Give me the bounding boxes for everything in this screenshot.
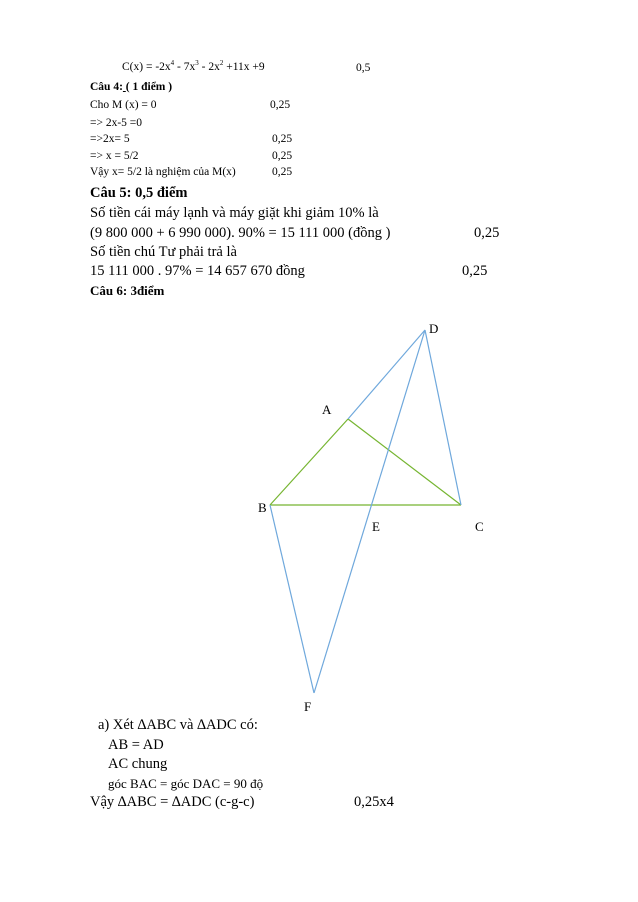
segment-dc	[425, 330, 461, 505]
formula-score: 0,5	[356, 62, 371, 74]
point-label-f: F	[304, 699, 312, 714]
segment-ac	[348, 419, 461, 505]
q4-line-4-score: 0,25	[272, 150, 293, 162]
proof-conclusion: Vậy ∆ABC = ∆ADC (c-g-c)	[90, 794, 255, 810]
q4-line-3-score: 0,25	[272, 133, 293, 145]
formula-exp1: 4	[170, 59, 175, 67]
q4-line-2: => 2x-5 =0	[90, 117, 143, 129]
q4-line-4: => x = 5/2	[90, 150, 139, 162]
q5-line-1: Số tiền cái máy lạnh và máy giặt khi giảm 10% là	[90, 205, 379, 221]
segment-ab	[270, 419, 348, 505]
formula-mid2: - 2x	[198, 61, 220, 73]
q4-line-3: =>2x= 5	[90, 133, 130, 145]
formula-exp3: 2	[219, 59, 224, 67]
formula-mid1: - 7x	[174, 61, 196, 73]
q4-heading-prefix: Câu 4:	[90, 81, 123, 93]
proof-line-d: góc BAC = góc DAC = 90 độ	[108, 776, 264, 791]
q4-heading-suffix: ( 1 điểm )	[125, 81, 173, 93]
formula-suffix: +11x +9	[223, 61, 265, 73]
q5-line-4: 15 111 000 . 97% = 14 657 670 đồng	[90, 263, 305, 279]
proof-conclusion-score: 0,25x4	[354, 794, 394, 810]
q5-heading: Câu 5: 0,5 điểm	[90, 185, 188, 201]
segment-df	[314, 330, 425, 693]
q5-line-4-score: 0,25	[462, 263, 488, 279]
proof-line-b: AB = AD	[108, 737, 164, 753]
q5-line-2: (9 800 000 + 6 990 000). 90% = 15 111 000 (đồng )	[90, 225, 391, 241]
formula-exp2: 3	[195, 59, 199, 67]
point-label-e: E	[372, 519, 380, 534]
formula-prefix: C(x) = -2x	[122, 61, 171, 73]
q5-line-3: Số tiền chú Tư phải trả là	[90, 244, 237, 260]
q4-line-5-score: 0,25	[272, 166, 293, 178]
q5-line-2-score: 0,25	[474, 225, 500, 241]
q4-line-5: Vậy x= 5/2 là nghiệm của M(x)	[90, 166, 236, 178]
proof-line-a: a) Xét ∆ABC và ∆ADC có:	[98, 717, 258, 733]
q4-line-1: Cho M (x) = 0	[90, 99, 157, 111]
segment-ad	[348, 330, 425, 419]
q4-line-1-score: 0,25	[270, 99, 291, 111]
point-label-a: A	[322, 402, 332, 417]
point-label-b: B	[258, 500, 267, 515]
point-label-c: C	[475, 519, 484, 534]
segment-bf	[270, 505, 314, 693]
point-label-d: D	[429, 321, 439, 336]
proof-line-c: AC chung	[108, 756, 168, 772]
q6-heading: Câu 6: 3điểm	[90, 283, 165, 298]
